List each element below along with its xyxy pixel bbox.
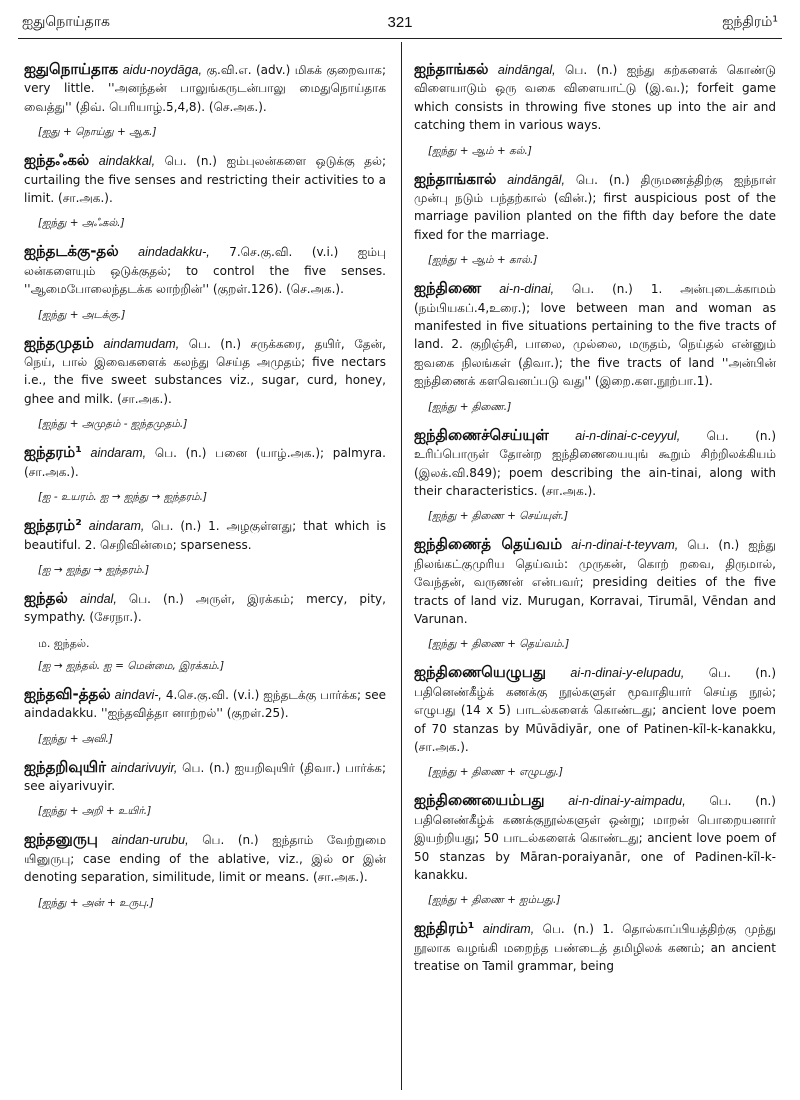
definition: பெ. (n.) 1. தொல்காப்பியத்திற்கு முந்து நூலாக வழங்கி மறைந்த பண்டைத் தமிழிலக் கணம்; an ancient treatise on Tamil grammar, being — [414, 922, 776, 974]
etymology: [ஐ → ஐந்தல். ஐ = மென்மை, இரக்கம்.] — [38, 659, 225, 672]
headword: ஐதுநொய்தாக — [24, 60, 119, 78]
dictionary-entry — [414, 60, 776, 135]
etymology: [ஐந்து + அஃகல்.] — [38, 217, 125, 230]
etymology: [ஐந்து + அமுதம் - ஐந்தமுதம்.] — [38, 418, 188, 431]
transliteration: aindiram, — [482, 922, 535, 937]
page-number: 321 — [387, 14, 413, 31]
dictionary-entry — [414, 426, 776, 501]
etymology: [ஐந்து + திணை + செய்யுள்.] — [428, 510, 569, 523]
definition: பெ. (n.) பனை (யாழ்.அக.); palmyra. (சா.அக.). — [24, 446, 386, 479]
transliteration: aindāngal, — [497, 63, 556, 77]
definition: பெ. (n.) பதினெண்கீழ்க் கணக்கு நூல்களுள் மூவாதியார் செய்த நூல்; எழுபது (14 x 5) பாடல்களைக் கொண்டது; ancient love poem of 70 stanzas by Mūvādiyār, one of Patinen-kīl-k-kanakku, (சா.அக.). — [414, 666, 776, 754]
etymology: [ஐந்து + திணை.] — [428, 400, 512, 413]
dictionary-entry — [24, 443, 386, 481]
definition: பெ. (n.) பதினெண்கீழ்க் கணக்குநூல்களுள் ஒன்று; மாறன் பொறையனார் இயற்றியது; 50 பாடல்களைக் கொண்டது; ancient love poem of 50 stanzas by Māran-poraiyanār, one of Padinen-kīl-k-kanakku. — [414, 794, 776, 882]
dictionary-entry — [24, 60, 386, 116]
transliteration: ai-n-dinai-y-aimpadu, — [568, 794, 686, 809]
etymology: [ஐந்து + ஆம் + கல்.] — [428, 144, 532, 157]
definition: 7.செ.கு.வி. (v.i.) ஐம்பு லன்களையும் ஒடுக்குதல்; to control the five senses. ''ஆமைபோலைந்தடக்க லாற்றின்'' (குறள்.126). (செ.அக.). — [24, 245, 386, 297]
headword: ஐந்தடக்கு-தல் — [24, 242, 119, 261]
transliteration: aindaram, — [88, 519, 145, 534]
header-rule — [18, 38, 782, 39]
etymology: [ஐந்து + அறி + உயிர்.] — [38, 805, 152, 818]
definition: பெ. (n.) அருள், இரக்கம்; mercy, pity, sympathy. (சேரநா.). — [24, 591, 386, 625]
dictionary-entry — [24, 242, 386, 298]
definition: கு.வி.எ. (adv.) மிகக் குறைவாக; very little. ''அனந்தன் பாலுங்கருடன்பாலு மைதுநொய்தாக வைத்து'' (திவ். பெரியாழ்.5,4,8). (செ.அக.). — [24, 63, 386, 114]
dictionary-entry — [414, 535, 776, 628]
headword: ஐந்திரம்¹ — [414, 919, 475, 938]
left-column — [24, 60, 386, 922]
etymology: [ஐந்து + அடக்கு.] — [38, 308, 126, 321]
etymology: [ஐந்து + திணை + ஐம்பது.] — [428, 894, 561, 907]
transliteration: aindavi-, — [114, 687, 162, 702]
dictionary-entry — [414, 919, 776, 975]
dictionary-entry — [24, 758, 386, 796]
headword: ஐந்திணைத் தெய்வம் — [414, 535, 563, 554]
transliteration: aindal, — [79, 591, 117, 606]
etymology: [ஐ - உயரம். ஐ → ஐந்து → ஐந்தரம்.] — [38, 491, 208, 504]
definition: பெ. (n.) 1. அழகுள்ளது; that which is beautiful. 2. செறிவின்மை; sparseness. — [24, 519, 386, 552]
definition: பெ. (n.) ஐம்புலன்களை ஒடுக்கு தல்; curtailing the five senses and restricting their activities to a limit. (சா.அக.). — [24, 154, 386, 206]
definition: பெ. (n.) ஐந்தாம் வேற்றுமை யினுருபு; case ending of the ablative, viz., இல் or இன் denoting separation, similitude, limit or means. (சா.அக.). — [24, 833, 386, 885]
dictionary-entry — [24, 334, 386, 409]
headword: ஐந்திணையைம்பது — [414, 791, 545, 810]
etymology: [ஐது + நொய்து + ஆக.] — [38, 126, 157, 139]
definition: பெ. (n.) 1. அன்புடைக்காமம் (நம்பியகப்.4,உரை.); love between man and woman as manifested in five situations pertaining to the five tracts of land. 2. குறிஞ்சி, பாலை, முல்லை, மருதம், நெய்தல் என்னும் ஐவகை நிலங்கள் (திவா.); the five tracts of land ''அன்பின் ஐந்திணைக் களவெனப்படு வது'' (இறை.கள.நூற்பா.1). — [414, 282, 776, 389]
definition: பெ. (n.) ஐந்து நிலங்கட்குமுரிய தெய்வம்: முருகன், கொற் றவை, திருமால், வேந்தன், வருணன் என்பவர்; presiding deities of the five tracts of land viz. Murugan, Korravai, Tirumāl, Vēndan and Varunan. — [414, 538, 776, 626]
etymology: [ஐந்து + திணை + எழுபது.] — [428, 766, 563, 779]
definition: பெ. (n.) உரிப்பொருள் தோன்ற ஐந்திணையையுங் கூறும் சிற்றிலக்கியம் (இலக்.வி.849); poem describing the ain-tinai, along with their characteristics. (சா.அக.). — [414, 428, 776, 498]
definition: பெ. (n.) ஐயறிவுயிர் (திவா.) பார்க்க; see aiyarivuyir. — [24, 760, 386, 793]
transliteration: aindamudam, — [103, 336, 180, 351]
transliteration: aidu-noydāga, — [122, 63, 202, 77]
definition: பெ. (n.) சருக்கரை, தயிர், தேன், நெய், பால் இவைகளைக் கலந்து செய்த அமுதம்; five nectars i.e., the five sweet substances viz., sugar, curd, honey, ghee and milk. (சா.அக.). — [24, 336, 386, 406]
transliteration: ai-n-dinai-t-teyvam, — [571, 538, 679, 553]
dictionary-entry — [24, 830, 386, 886]
etymology: [ஐந்து + ஆம் + கால்.] — [428, 254, 538, 267]
transliteration: aindan-urubu, — [111, 833, 189, 848]
transliteration: aindarivuyir, — [110, 760, 178, 775]
column-divider — [401, 42, 402, 1090]
headword: ஐந்தறிவுயிர் — [24, 757, 106, 776]
headword: ஐந்தவி-த்தல் — [24, 684, 111, 703]
transliteration: aindāngāl, — [507, 172, 565, 187]
headword: ஐந்தனுருபு — [24, 830, 98, 849]
headword: ஐந்தாங்கல் — [414, 60, 489, 78]
etymology: [ஐந்து + அன் + உருபு.] — [38, 896, 154, 909]
definition: 4.செ.கு.வி. (v.i.) ஐந்தடக்கு பார்க்க; see aindadakku. ''ஐந்தவித்தா னாற்றல்'' (குறள்.25). — [24, 687, 386, 721]
headword: ஐந்திணையெழுபது — [414, 663, 546, 682]
dictionary-entry — [414, 791, 776, 884]
transliteration: aindakkal, — [98, 154, 156, 169]
headword: ஐந்தல் — [24, 588, 68, 607]
dictionary-entry — [24, 685, 386, 723]
cognate-note: ம. ஐந்தல். — [38, 636, 90, 650]
headword: ஐந்தஃகல் — [24, 151, 90, 170]
right-column — [414, 60, 776, 986]
running-head-right: ஐந்திரம்¹ — [722, 14, 778, 30]
definition: பெ. (n.) திருமணத்திற்கு ஐந்நாள் முன்பு நடும் பந்தற்கால் (வின்.); first auspicious post of the marriage pavilion planted on the fifth day before the date fixed for the marriage. — [414, 172, 776, 242]
transliteration: ai-n-dinai-y-elupadu, — [570, 666, 685, 681]
dictionary-entry — [414, 279, 776, 390]
headword: ஐந்திணை — [414, 279, 482, 298]
dictionary-entry — [24, 151, 386, 207]
definition: பெ. (n.) ஐந்து கற்களைக் கொண்டு விளையாடும் ஒரு வகை விளையாட்டு (இ.வ.); forfeit game which consists in throwing five stones up into the air and catching them in various ways. — [414, 63, 776, 133]
etymology: [ஐ → ஐந்து → ஐந்தரம்.] — [38, 563, 150, 576]
dictionary-entry — [24, 516, 386, 554]
dictionary-entry — [414, 663, 776, 756]
headword: ஐந்திணைச்செய்யுள் — [414, 425, 549, 444]
headword: ஐந்தரம்¹ — [24, 443, 82, 462]
transliteration: aindadakku-, — [138, 245, 210, 260]
transliteration: ai-n-dinai, — [499, 282, 555, 297]
running-head-left: ஐதுநொய்தாக — [22, 14, 110, 30]
page-header — [22, 12, 778, 38]
transliteration: ai-n-dinai-c-ceyyul, — [575, 428, 681, 443]
headword: ஐந்தரம்² — [24, 516, 82, 535]
etymology: [ஐந்து + அவி.] — [38, 732, 113, 745]
transliteration: aindaram, — [90, 446, 147, 461]
headword: ஐந்தமுதம் — [24, 333, 94, 352]
dictionary-entry — [24, 589, 386, 627]
etymology: [ஐந்து + திணை + தெய்வம்.] — [428, 638, 570, 651]
headword: ஐந்தாங்கால் — [414, 169, 497, 188]
dictionary-entry — [414, 170, 776, 245]
